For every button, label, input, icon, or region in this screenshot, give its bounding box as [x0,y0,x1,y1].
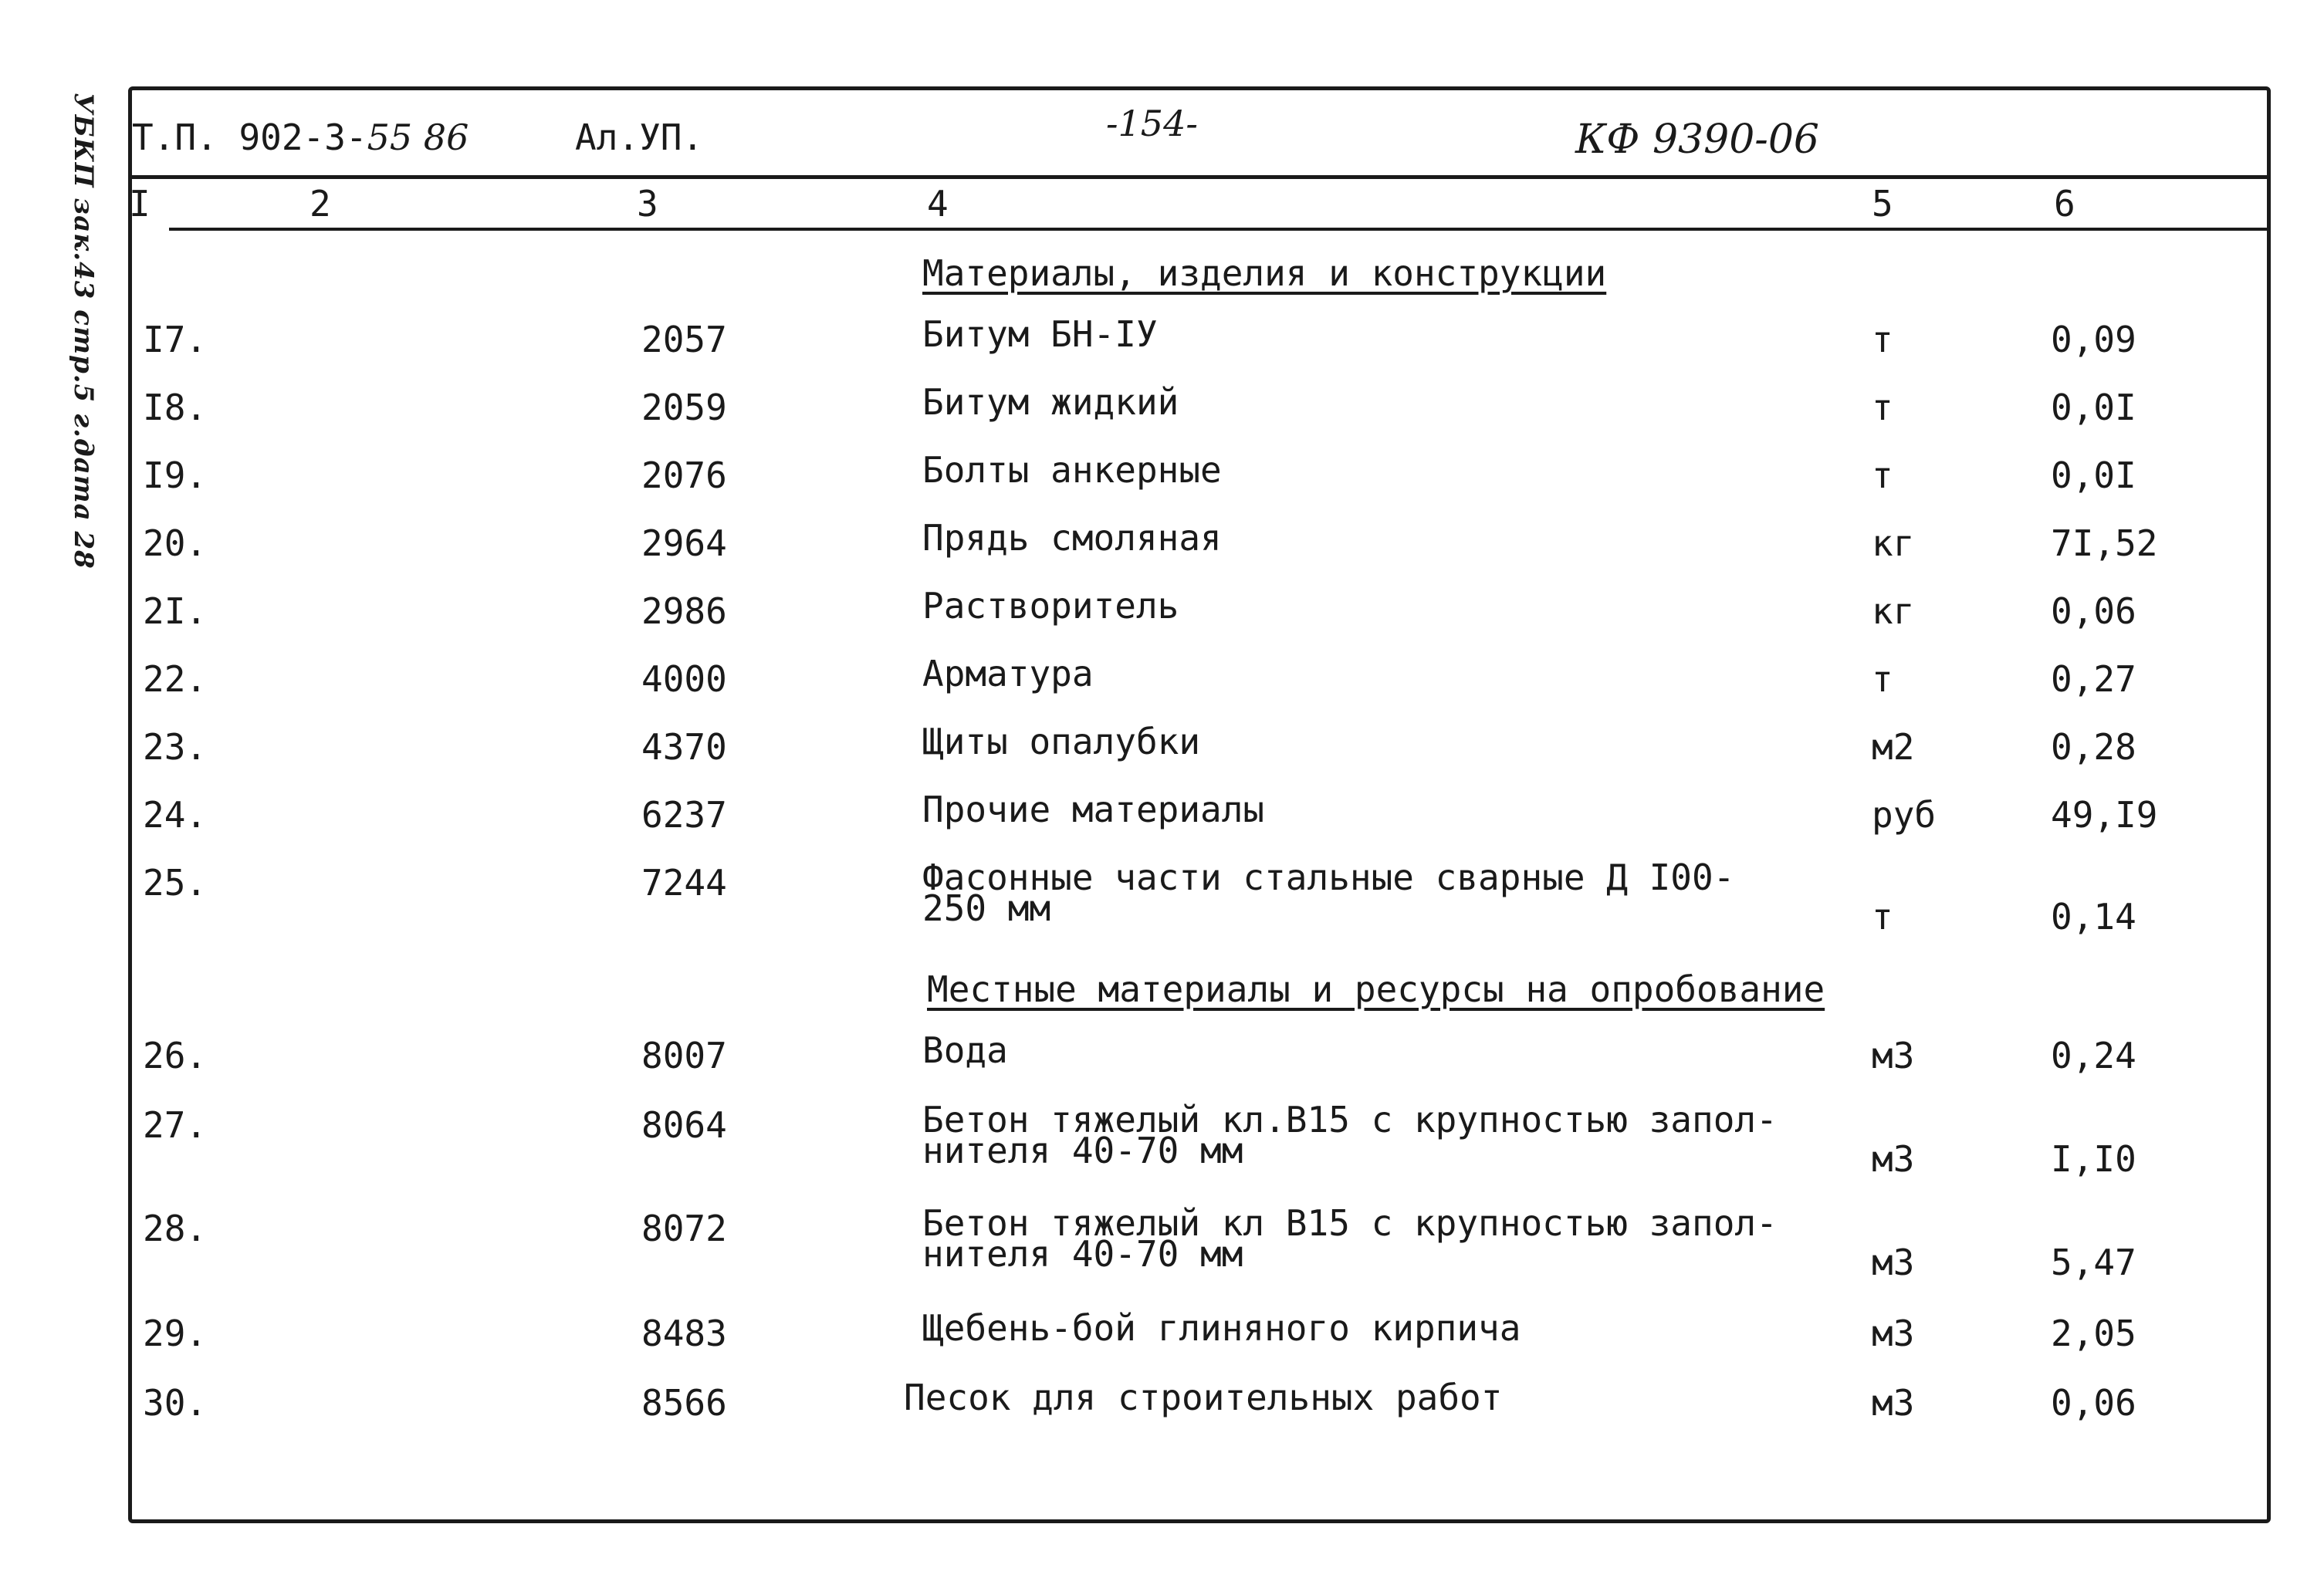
quantity: 0,09 [2051,319,2136,360]
header-tp-handwritten: 55 86 [367,117,469,158]
resource-code: 8007 [641,1035,727,1076]
resource-code: 2076 [641,455,727,496]
header-tp [132,117,469,158]
resource-code: 8072 [641,1208,727,1249]
unit: кг [1872,590,1915,632]
column-number-5: 5 [1872,183,1893,225]
row-number: 24. [143,794,208,836]
column-number-6: 6 [2054,183,2075,225]
column-numbers-separator [169,228,2267,231]
margin-stamp [62,93,108,569]
margin-stamp-text: УБКП зак.43 стр.5 г.дата 28 [68,93,99,569]
resource-name: Битум жидкий [922,381,1179,423]
row-number: 2I. [143,590,208,632]
unit: т [1872,455,1893,496]
unit: м2 [1872,726,1915,768]
row-number: 26. [143,1035,208,1076]
resource-code: 6237 [641,794,727,836]
page-number: -154- [1106,103,1198,144]
row-number: I8. [143,387,208,428]
row-number: 30. [143,1382,208,1424]
unit: кг [1872,522,1915,564]
column-number-2: 2 [310,183,331,225]
quantity: 0,06 [2051,590,2136,632]
unit: т [1872,319,1893,360]
resource-code: 8064 [641,1104,727,1146]
resource-code: 2057 [641,319,727,360]
resource-name: Вода [922,1029,1008,1071]
resource-name: Битум БН-IУ [922,313,1158,355]
document-frame [128,86,2271,1523]
resource-name: Болты анкерные [922,449,1222,491]
resource-name: Бетон тяжелый кл В15 с крупностью запол- нителя 40-70 мм [922,1202,1778,1275]
row-number: 20. [143,522,208,564]
resource-name: Щиты опалубки [922,721,1201,762]
resource-name: Прочие материалы [922,789,1265,830]
resource-code: 4370 [641,726,727,768]
resource-code: 7244 [641,862,727,904]
unit: м3 [1872,1138,1915,1180]
section-title-local-materials: Местные материалы и ресурсы на опробование [927,968,1825,1010]
unit: м3 [1872,1313,1915,1354]
resource-name: Щебень-бой глиняного кирпича [922,1307,1521,1349]
resource-code: 8566 [641,1382,727,1424]
resource-code: 2059 [641,387,727,428]
column-number-1: I [129,183,151,225]
column-number-3: 3 [637,183,658,225]
row-number: 23. [143,726,208,768]
quantity: I,I0 [2051,1138,2136,1180]
resource-name: Фасонные части стальные сварные Д I00- 250 мм [922,857,1735,929]
resource-name: Арматура [922,653,1094,694]
row-number: 27. [143,1104,208,1146]
quantity: 7I,52 [2051,522,2158,564]
header-album: Ал.УП. [575,117,704,158]
quantity: 0,24 [2051,1035,2136,1076]
resource-name: Бетон тяжелый кл.В15 с крупностью запол- нителя 40-70 мм [922,1099,1778,1171]
row-number: 22. [143,658,208,700]
resource-code: 2964 [641,522,727,564]
resource-code: 2986 [641,590,727,632]
row-number: I9. [143,455,208,496]
row-number: 29. [143,1313,208,1354]
quantity: 0,0I [2051,387,2136,428]
quantity: 0,14 [2051,896,2136,938]
column-number-4: 4 [927,183,949,225]
section-title-materials: Материалы, изделия и конструкции [922,252,1607,294]
header-tp-label: Т.П. 902-3- [132,117,367,158]
unit: м3 [1872,1035,1915,1076]
quantity: 0,28 [2051,726,2136,768]
resource-name: Прядь смоляная [922,517,1222,559]
unit: руб [1872,794,1937,836]
quantity: 5,47 [2051,1242,2136,1283]
unit: т [1872,387,1893,428]
row-number: 28. [143,1208,208,1249]
resource-code: 4000 [641,658,727,700]
unit: м3 [1872,1382,1915,1424]
row-number: 25. [143,862,208,904]
unit: т [1872,658,1893,700]
row-number: I7. [143,319,208,360]
unit: т [1872,896,1893,938]
quantity: 0,27 [2051,658,2136,700]
quantity: 0,0I [2051,455,2136,496]
resource-code: 8483 [641,1313,727,1354]
resource-name: Песок для строительных работ [904,1377,1503,1418]
header-separator [132,175,2267,179]
quantity: 0,06 [2051,1382,2136,1424]
unit: м3 [1872,1242,1915,1283]
quantity: 49,I9 [2051,794,2158,836]
document-code: КФ 9390-06 [1575,117,1820,163]
resource-name: Растворитель [922,585,1179,627]
quantity: 2,05 [2051,1313,2136,1354]
